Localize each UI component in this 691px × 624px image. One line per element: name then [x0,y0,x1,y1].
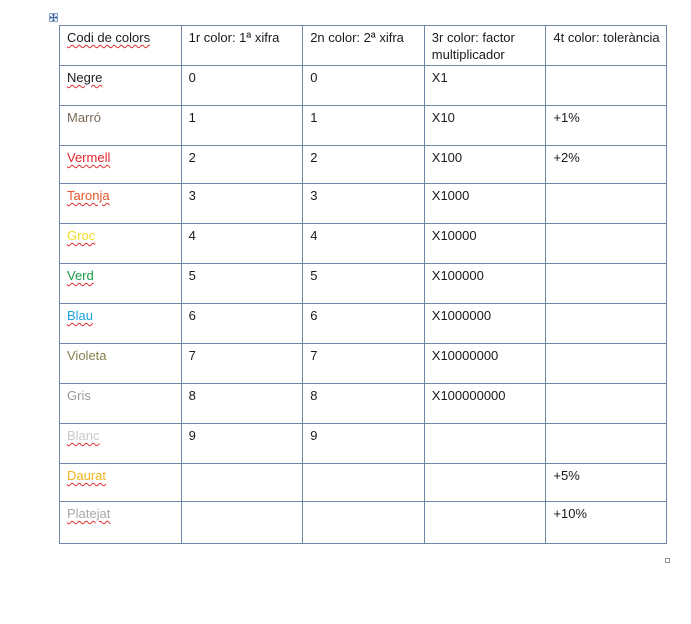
second-band-cell[interactable] [303,502,425,544]
cell-value: X100 [431,150,463,165]
tolerance-cell[interactable] [546,344,667,384]
table-row [60,464,667,502]
multiplier-cell[interactable] [424,106,546,146]
second-band-cell[interactable] [303,106,425,146]
multiplier-cell[interactable] [424,66,546,106]
cell-value: 4 [310,228,318,243]
second-band-cell[interactable] [303,66,425,106]
multiplier-cell[interactable] [424,384,546,424]
second-band-cell[interactable] [303,264,425,304]
header-label: 1r color: 1ª xifra [188,30,280,45]
cell-value: 6 [188,308,196,323]
cell-value: 0 [188,70,196,85]
multiplier-cell[interactable] [424,146,546,184]
table-row [60,184,667,224]
color-name-cell[interactable] [60,464,182,502]
multiplier-cell[interactable] [424,224,546,264]
multiplier-cell[interactable] [424,184,546,224]
color-name-label: Groc [67,228,96,243]
tolerance-cell[interactable] [546,106,667,146]
second-band-cell[interactable] [303,304,425,344]
tolerance-cell[interactable] [546,424,667,464]
second-band-cell[interactable] [303,146,425,184]
color-name-cell[interactable] [60,502,182,544]
cell-value: 7 [310,348,318,363]
first-band-cell[interactable] [181,384,303,424]
cell-value: 5 [310,268,318,283]
color-name-label: Marró [67,110,101,125]
table-row [60,502,667,544]
first-band-cell[interactable] [181,304,303,344]
color-name-cell[interactable] [60,224,182,264]
cell-value: X100000 [431,268,484,283]
cell-value: 2 [310,150,318,165]
first-band-cell[interactable] [181,106,303,146]
color-name-label: Verd [67,268,94,283]
table-resize-icon[interactable] [665,558,670,563]
first-band-cell[interactable] [181,66,303,106]
cell-value: 7 [188,348,196,363]
cell-value: 5 [188,268,196,283]
header-label: 3r color: factor multiplicador [431,30,515,62]
color-name-cell[interactable] [60,384,182,424]
color-name-cell[interactable] [60,146,182,184]
tolerance-cell[interactable] [546,146,667,184]
second-band-cell[interactable] [303,384,425,424]
table-row [60,146,667,184]
first-band-cell[interactable] [181,146,303,184]
cell-value: 1 [188,110,196,125]
color-code-table[interactable] [59,25,667,544]
tolerance-cell[interactable] [546,464,667,502]
table-row [60,224,667,264]
color-name-label: Blau [67,308,94,323]
tolerance-cell[interactable] [546,264,667,304]
first-band-cell[interactable] [181,264,303,304]
multiplier-cell[interactable] [424,304,546,344]
color-name-cell[interactable] [60,264,182,304]
color-name-label: Daurat [67,468,107,483]
header-label: 2n color: 2ª xifra [310,30,404,45]
cell-value: 0 [310,70,318,85]
first-band-cell[interactable] [181,502,303,544]
color-name-label: Negre [67,70,103,85]
color-name-label: Taronja [67,188,110,203]
header-cell-second-band[interactable] [303,26,425,66]
cell-value: 8 [310,388,318,403]
cell-value: +5% [553,468,580,483]
cell-value: 3 [188,188,196,203]
second-band-cell[interactable] [303,344,425,384]
table-move-icon[interactable] [49,13,58,22]
color-name-label: Vermell [67,150,111,165]
tolerance-cell[interactable] [546,66,667,106]
cell-value: X1000000 [431,308,492,323]
table-row [60,424,667,464]
cell-value: 9 [188,428,196,443]
color-name-label: Violeta [67,348,107,363]
tolerance-cell[interactable] [546,224,667,264]
color-name-cell[interactable] [60,106,182,146]
header-cell-multiplier[interactable] [424,26,546,66]
tolerance-cell[interactable] [546,304,667,344]
multiplier-cell[interactable] [424,464,546,502]
color-name-label: Blanc [67,428,100,443]
header-cell-tolerance[interactable] [546,26,667,66]
tolerance-cell[interactable] [546,502,667,544]
cell-value: +10% [553,506,587,521]
header-cell-color-code[interactable] [60,26,182,66]
table-row [60,106,667,146]
header-label: 4t color: tolerància [553,30,660,45]
cell-value: 6 [310,308,318,323]
table-row [60,304,667,344]
color-name-cell[interactable] [60,184,182,224]
cell-value: X10 [431,110,455,125]
color-name-cell[interactable] [60,344,182,384]
second-band-cell[interactable] [303,424,425,464]
tolerance-cell[interactable] [546,184,667,224]
table-row [60,384,667,424]
second-band-cell[interactable] [303,184,425,224]
cell-value: 3 [310,188,318,203]
first-band-cell[interactable] [181,464,303,502]
color-name-label: Platejat [67,506,111,521]
header-cell-first-band[interactable] [181,26,303,66]
cell-value: 4 [188,228,196,243]
cell-value: 8 [188,388,196,403]
multiplier-cell[interactable] [424,424,546,464]
cell-value: X10000 [431,228,477,243]
table-header-row [60,26,667,66]
cell-value: X1000 [431,188,470,203]
first-band-cell[interactable] [181,344,303,384]
color-name-label: Gris [67,388,91,403]
cell-value: +1% [553,110,580,125]
second-band-cell[interactable] [303,224,425,264]
second-band-cell[interactable] [303,464,425,502]
tolerance-cell[interactable] [546,384,667,424]
first-band-cell[interactable] [181,224,303,264]
multiplier-cell[interactable] [424,344,546,384]
first-band-cell[interactable] [181,184,303,224]
cell-value: X100000000 [431,388,506,403]
first-band-cell[interactable] [181,424,303,464]
cell-value: X1 [431,70,448,85]
table-row [60,344,667,384]
table-row [60,264,667,304]
cell-value: 9 [310,428,318,443]
cell-value: X10000000 [431,348,499,363]
cell-value: +2% [553,150,580,165]
color-name-cell[interactable] [60,424,182,464]
header-label: Codi de colors [67,30,151,45]
color-name-cell[interactable] [60,304,182,344]
table-row [60,66,667,106]
color-name-cell[interactable] [60,66,182,106]
multiplier-cell[interactable] [424,264,546,304]
cell-value: 2 [188,150,196,165]
cell-value: 1 [310,110,318,125]
multiplier-cell[interactable] [424,502,546,544]
